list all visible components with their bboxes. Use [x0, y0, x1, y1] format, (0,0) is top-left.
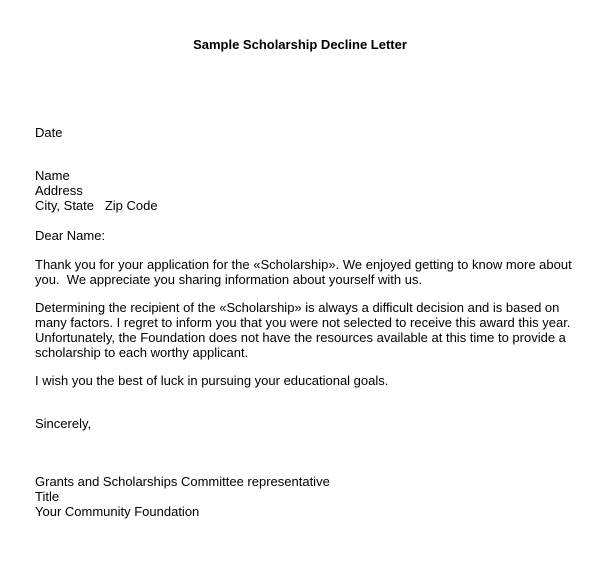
recipient-address: [35, 168, 575, 213]
paragraph-line: many factors. I regret to inform you that you were not selected to receive this award this year.: [35, 315, 571, 330]
signature-title: Title: [35, 489, 60, 504]
paragraph-line: Determining the recipient of the «Scholarship» is always a difficult decision and is based on: [35, 300, 560, 315]
paragraph-line: Unfortunately, the Foundation does not have the resources available at this time to provide a: [35, 330, 566, 345]
recipient-street: Address: [35, 183, 83, 198]
signature-block: [35, 474, 575, 519]
signature-organization: Your Community Foundation: [35, 504, 200, 519]
signature-role: Grants and Scholarships Committee representative: [35, 474, 330, 489]
paragraph-line: Thank you for your application for the «Scholarship». We enjoyed getting to know more about: [35, 257, 572, 272]
closing: [35, 416, 575, 431]
recipient-city-state-zip: City, State Zip Code: [35, 198, 158, 213]
salutation-text: Dear Name:: [35, 228, 106, 243]
closing-text: Sincerely,: [35, 416, 92, 431]
paragraph-decision: [35, 300, 575, 360]
letter-title: Sample Scholarship Decline Letter: [193, 37, 407, 52]
date-text: Date: [35, 125, 63, 140]
paragraph-line: scholarship to each worthy applicant.: [35, 345, 249, 360]
paragraph-line: you. We appreciate you sharing information about yourself with us.: [35, 272, 423, 287]
paragraph-best-wishes: [35, 373, 575, 388]
date-line: [35, 125, 575, 140]
paragraph-thank-you: [35, 257, 575, 287]
paragraph-line: I wish you the best of luck in pursuing your educational goals.: [35, 373, 389, 388]
salutation: [35, 228, 575, 243]
recipient-name: Name: [35, 168, 70, 183]
